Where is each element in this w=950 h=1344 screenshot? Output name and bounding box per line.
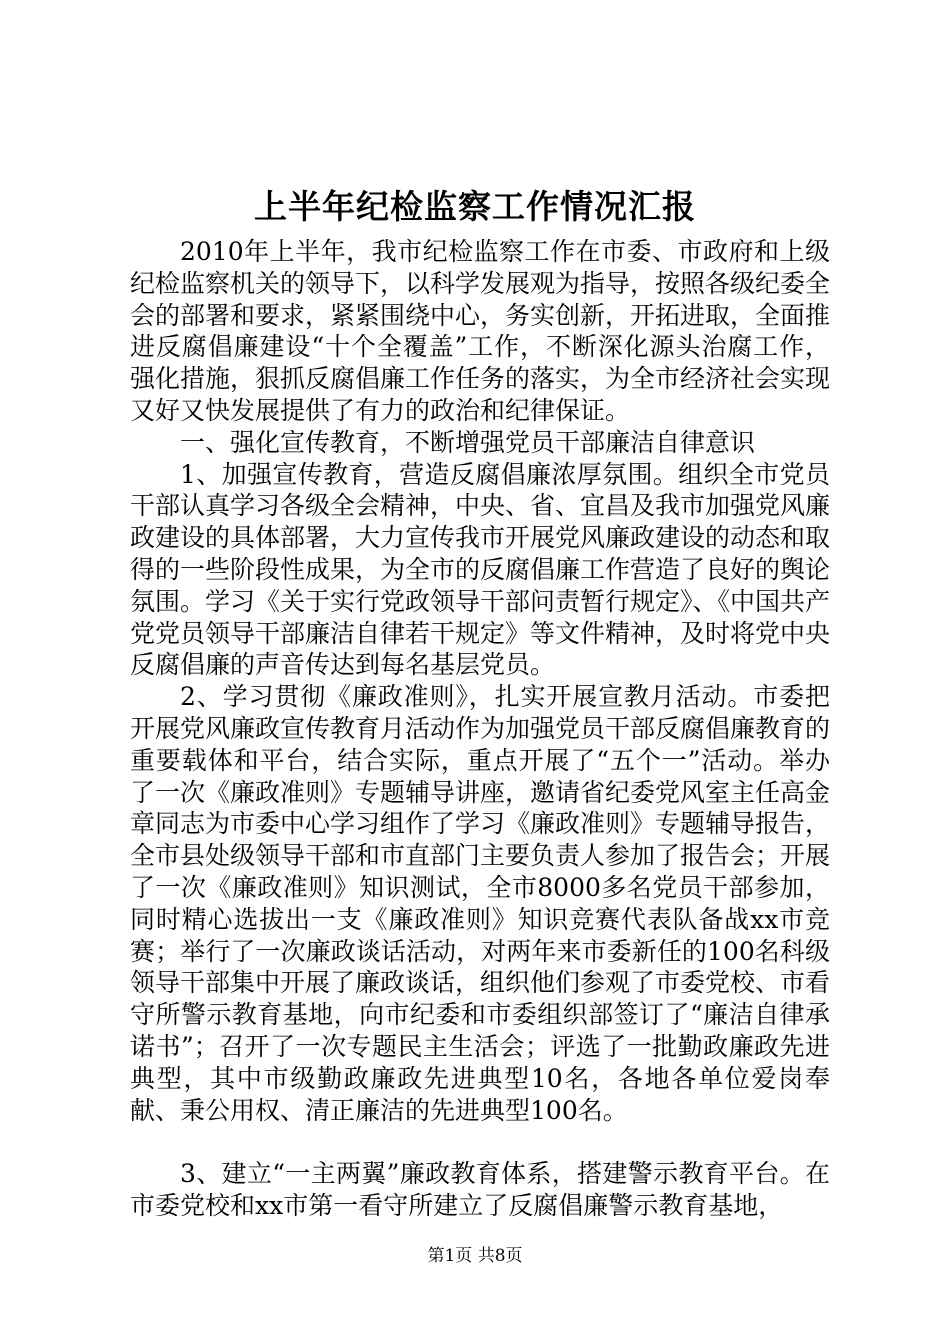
page-footer: 第1页 共8页 xyxy=(427,1246,523,1266)
paragraph-item-2: 2、学习贯彻《廉政准则》，扎实开展宣教月活动。市委把开展党风廉政宣传教育月活动作为加强党员干部反腐倡廉教育的重要载体和平台，结合实际，重点开展了“五个一”活动。举办了一次《廉政准则》专题辅导讲座，邀请省纪委党风室主任高金章同志为市委中心学习组作了学习《廉政准则》专题辅导报告，全市县处级领导干部和市直部门主要负责人参加了报告会；开展了一次《廉政准则》知识测试，全市8000多名党员干部参加，同时精心选拔出一支《廉政准则》知识竞赛代表队备战xx市竞赛；举行了一次廉政谈话活动，对两年来市委新任的100名科级领导干部集中开展了廉政谈话，组织他们参观了市委党校、市看守所警示教育基地，向市纪委和市委组织部签订了“廉洁自律承诺书”；召开了一次专题民主生活会；评选了一批勤政廉政先进典型，其中市级勤政廉政先进典型10名，各地各单位爱岗奉献、秉公用权、清正廉洁的先进典型100名。 xyxy=(130,682,831,1125)
document-body xyxy=(130,236,830,1222)
section-heading-1: 一、强化宣传教育，不断增强党员干部廉洁自律意识 xyxy=(180,427,756,457)
paragraph-item-1: 1、加强宣传教育，营造反腐倡廉浓厚氛围。组织全市党员干部认真学习各级全会精神，中央、省、宜昌及我市加强党风廉政建设的具体部署，大力宣传我市开展党风廉政建设的动态和取得的一些阶段性成果，为全市的反腐倡廉工作营造了良好的舆论氛围。学习《关于实行党政领导干部问责暂行规定》、《中国共产党党员领导干部廉洁自律若干规定》等文件精神，及时将党中央反腐倡廉的声音传达到每名基层党员。 xyxy=(130,459,831,680)
paragraph-intro: 2010年上半年，我市纪检监察工作在市委、市政府和上级纪检监察机关的领导下，以科学发展观为指导，按照各级纪委全会的部署和要求，紧紧围绕中心，务实创新，开拓进取，全面推进反腐倡廉建设“十个全覆盖”工作，不断深化源头治腐工作，强化措施，狠抓反腐倡廉工作任务的落实，为全市经济社会实现又好又快发展提供了有力的政治和纪律保证。 xyxy=(130,237,831,425)
paragraph-item-3: 3、建立“一主两翼”廉政教育体系，搭建警示教育平台。在市委党校和xx市第一看守所建立了反腐倡廉警示教育基地， xyxy=(130,1159,830,1220)
document-title: 上半年纪检监察工作情况汇报 xyxy=(254,187,696,226)
